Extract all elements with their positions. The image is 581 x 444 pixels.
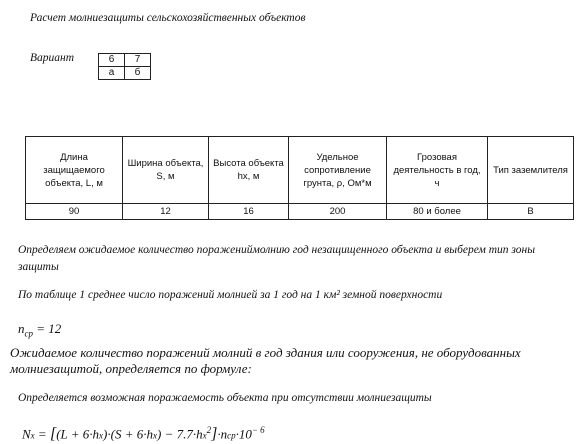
- formula-bracket-open: [: [49, 425, 57, 443]
- variant-row-numbers: [99, 54, 151, 67]
- header-length: Длина защищаемого объекта, L, м: [26, 137, 123, 204]
- header-width: Ширина объекта, S, м: [123, 137, 209, 204]
- paragraph-formula-intro: Ожидаемое количество поражений молний в год здания или сооружения, не оборудованных молниезащитой, определяется по формуле:: [10, 345, 521, 376]
- header-thunderstorm: Грозовая деятельность в год, ч: [387, 137, 488, 204]
- ncp-value: = 12: [36, 321, 62, 336]
- table-cell: 200: [289, 204, 387, 220]
- variant-cell: б: [125, 67, 151, 80]
- paragraph-expected-strikes: Определяем ожидаемое количество поражениймолнию год незащищенного объекта и выберем тип зоны защиты: [18, 244, 535, 273]
- formula-n-term: ·n: [217, 426, 228, 442]
- variant-cell: 7: [125, 54, 151, 67]
- strikes-formula: $Nx = [(L + 6\cdot hx)\cdot(S + 6\cdot hx) - 7.7\cdot hx^2]\cdot nср\cdot 10^{- 6}$: [22, 425, 265, 443]
- paragraph-possible-strikes: Определяется возможная поражаемость объекта при отсутствии молниезащиты: [18, 392, 432, 404]
- variant-row-letters: [99, 67, 151, 80]
- variant-cell: 6: [99, 54, 125, 67]
- formula-lhs: N: [22, 426, 31, 442]
- header-height: Высота объекта hx, м: [209, 137, 289, 204]
- table-row: [26, 204, 574, 220]
- header-resistivity: Удельное сопротивление грунта, ρ, Ом*м: [289, 137, 387, 204]
- variant-cell: а: [99, 67, 125, 80]
- formula-length-term: (L + 6·h: [56, 426, 100, 442]
- parameters-table: [25, 136, 574, 220]
- paragraph-table-reference: По таблице 1 среднее число поражений молнией за 1 год на 1 км² земной поверхности: [18, 289, 443, 301]
- variant-table: [98, 53, 151, 80]
- formula-width-term: (S + 6·h: [110, 426, 153, 442]
- ncp-equation: [18, 321, 61, 339]
- ncp-symbol: $n_{ср}$: [18, 321, 33, 339]
- formula-power-ten: ·10: [235, 426, 252, 442]
- formula-minus-term: − 7.7·h: [164, 426, 203, 442]
- table-cell: В: [488, 204, 574, 220]
- formula-equals: =: [37, 426, 47, 442]
- header-grounding-type: Тип заземлителя: [488, 137, 574, 204]
- table-cell: 16: [209, 204, 289, 220]
- variant-label: Вариант: [30, 52, 75, 64]
- document-title: Расчет молниезащиты сельскохозяйственных объектов: [30, 12, 306, 24]
- formula-exponent: − 6: [251, 425, 265, 435]
- table-cell: 80 и более: [387, 204, 488, 220]
- table-header-row: [26, 137, 574, 204]
- table-cell: 12: [123, 204, 209, 220]
- table-cell: 90: [26, 204, 123, 220]
